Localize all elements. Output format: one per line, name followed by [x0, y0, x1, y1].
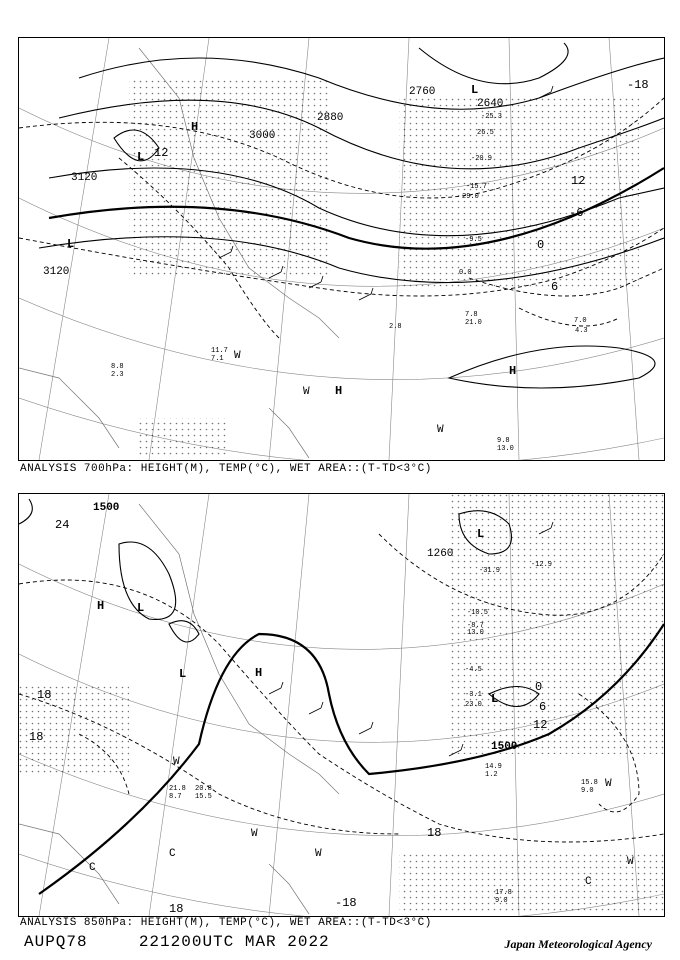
map-panel-850hpa: [18, 493, 665, 917]
station-value: 7.8: [465, 311, 478, 319]
station-value: 15.5: [195, 793, 212, 801]
station-value: 7.1: [211, 355, 224, 363]
caption-700hpa: ANALYSIS 700hPa: HEIGHT(M), TEMP(°C), WET AREA::(T-TD<3°C): [20, 463, 432, 475]
caption-850hpa: ANALYSIS 850hPa: HEIGHT(M), TEMP(°C), WET AREA::(T-TD<3°C): [20, 917, 432, 929]
height-label: 1500: [93, 502, 120, 514]
temperature-label: 18: [29, 730, 44, 744]
high-pressure-marker: H: [335, 384, 343, 398]
station-value: 29.0: [462, 193, 479, 201]
station-value: -8.7: [467, 622, 484, 630]
warm-marker: W: [234, 350, 241, 362]
cold-marker: C: [169, 848, 176, 860]
temperature-label: 12: [571, 174, 586, 188]
station-value: 9.0: [495, 897, 508, 905]
low-pressure-marker: L: [471, 83, 479, 97]
low-pressure-marker: L: [137, 601, 145, 615]
station-value: 17.8: [495, 889, 512, 897]
warm-marker: W: [251, 828, 258, 840]
station-value: -25.3: [481, 113, 503, 121]
chart-identifier: [24, 933, 330, 951]
station-value: 15.8: [581, 779, 598, 787]
low-pressure-marker: L: [137, 150, 145, 164]
height-label: 1260: [427, 548, 454, 560]
station-value: 1.2: [485, 771, 498, 779]
map-panel-700hpa: [18, 37, 665, 461]
station-value: 20.8: [195, 785, 212, 793]
temperature-label: -6: [569, 206, 584, 220]
height-label: 3120: [71, 172, 98, 184]
temperature-label: 12: [533, 718, 548, 732]
station-value: -9.5: [465, 236, 482, 244]
warm-marker: W: [303, 386, 310, 398]
station-value: 2.3: [111, 371, 124, 379]
temperature-label: 12: [154, 146, 169, 160]
station-value: 8.7: [169, 793, 182, 801]
station-value: 0.0: [459, 269, 472, 277]
warm-marker: W: [627, 856, 634, 868]
temperature-label: 6: [539, 700, 547, 714]
station-value: 2.8: [389, 323, 402, 331]
temperature-label: 6: [551, 280, 559, 294]
cold-marker: C: [89, 862, 96, 874]
height-label: 2760: [409, 86, 436, 98]
warm-marker: W: [315, 848, 322, 860]
station-value: -4.5: [465, 666, 482, 674]
low-pressure-marker: L: [67, 237, 75, 251]
height-label: 1500: [491, 741, 518, 753]
station-value: -12.9: [531, 561, 553, 569]
cold-marker: C: [585, 876, 592, 888]
station-value: 9.0: [581, 787, 594, 795]
station-value: -10.5: [467, 609, 489, 617]
agency-credit: Japan Meteorological Agency: [504, 937, 652, 951]
height-label: 3000: [249, 130, 276, 142]
temperature-label: 24: [55, 518, 70, 532]
station-value: -15.7: [466, 183, 488, 191]
warm-marker: W: [605, 778, 612, 790]
temperature-label: 0: [537, 238, 545, 252]
wet-area: [129, 78, 639, 458]
temperature-label: 0: [535, 680, 543, 694]
map-700hpa: [19, 38, 664, 460]
map-850hpa: [19, 494, 664, 916]
station-value: 7.0: [574, 317, 587, 325]
high-pressure-marker: H: [255, 666, 263, 680]
temperature-label: 18: [427, 826, 442, 840]
station-value: -20.9: [471, 155, 493, 163]
temperature-label: -18: [627, 78, 649, 92]
station-value: 11.7: [211, 347, 228, 355]
station-value: 26.5: [477, 129, 494, 137]
high-pressure-marker: H: [191, 120, 199, 134]
height-label: 3120: [43, 266, 70, 278]
warm-marker: W: [173, 756, 180, 768]
temperature-label: -18: [335, 896, 357, 910]
wet-area: [19, 494, 664, 914]
product-code: AUPQ78: [24, 933, 88, 951]
station-value: -31.9: [479, 567, 501, 575]
station-value: 21.0: [465, 319, 482, 327]
high-pressure-marker: H: [97, 599, 105, 613]
temperature-label: 18: [37, 688, 52, 702]
height-label: 2640: [477, 98, 504, 110]
warm-marker: W: [437, 424, 444, 436]
station-value: 8.8: [111, 363, 124, 371]
station-value: 4.3: [575, 327, 588, 335]
station-value: -3.1: [465, 691, 482, 699]
station-value: 13.0: [497, 445, 514, 453]
station-value: 14.9: [485, 763, 502, 771]
station-value: 13.0: [467, 629, 484, 637]
height-label: 2880: [317, 112, 344, 124]
station-value: 21.8: [169, 785, 186, 793]
low-pressure-marker: L: [491, 692, 499, 706]
station-value: 23.0: [465, 701, 482, 709]
temperature-label: 18: [169, 902, 184, 916]
low-pressure-marker: L: [179, 667, 187, 681]
high-pressure-marker: H: [509, 364, 517, 378]
low-pressure-marker: L: [477, 527, 485, 541]
analysis-time: 221200UTC MAR 2022: [138, 933, 330, 951]
station-value: 9.8: [497, 437, 510, 445]
